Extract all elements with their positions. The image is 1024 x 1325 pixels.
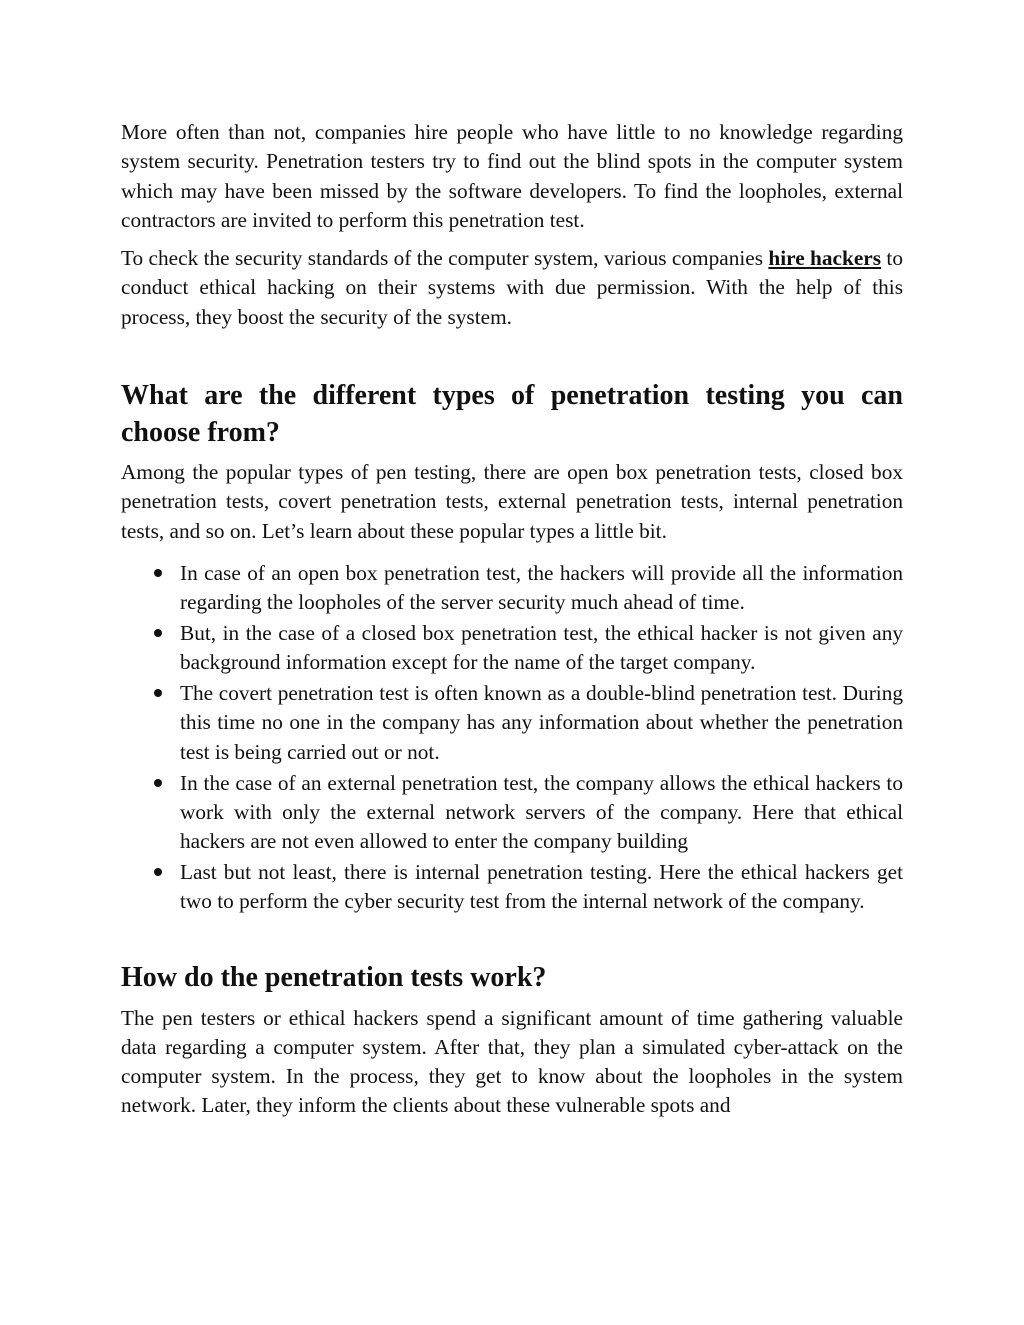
intro-paragraph-1: More often than not, companies hire people who have little to no knowledge regarding system security. Penetration testers try to find out the blind spots in the computer system which may have been missed by the software developers. To find the loopholes, external contractors are invited to perform this penetration test. xyxy=(121,120,903,232)
document-page xyxy=(121,118,903,1121)
intro-paragraph-2-end: to conduct ethical hacking on their systems with due permission. With the help of this process, they boost the security of the system. xyxy=(121,246,903,329)
bullet-icon xyxy=(154,629,162,637)
types-heading: What are the different types of penetration testing you can choose from? xyxy=(121,380,903,449)
intro-paragraph-2-start: To check the security standards of the computer system, various companies xyxy=(121,246,769,271)
list-item-text: The covert penetration test is often known as a double-blind penetration test. During this time no one in the company has any information about whether the penetration test is being carried out or not. xyxy=(180,681,903,764)
list-item-text: But, in the case of a closed box penetration test, the ethical hacker is not given any background information except for the name of the target company. xyxy=(180,621,903,675)
hire-hackers-link[interactable]: hire hackers xyxy=(768,246,882,271)
intro-paragraph-2 xyxy=(121,244,903,332)
work-paragraph: The pen testers or ethical hackers spend a significant amount of time gathering valuable data regarding a computer system. After that, they plan a simulated cyber-attack on the computer system. In the process, they get to know about the loopholes in the system network. Later, they inform the clients about these vulnerable spots and xyxy=(121,1005,903,1118)
work-heading: How do the penetration tests work? xyxy=(121,961,547,993)
bullet-icon xyxy=(154,779,162,787)
list-item xyxy=(121,679,903,767)
bullet-icon xyxy=(154,689,162,697)
bullet-icon xyxy=(154,569,162,577)
bullet-icon xyxy=(154,868,162,876)
list-item-text: Last but not least, there is internal penetration testing. Here the ethical hackers get two to perform the cyber security test from the internal network of the company. xyxy=(180,859,903,914)
list-item-text: In the case of an external penetration test, the company allows the ethical hackers to work with only the external network servers of the company. Here that ethical hackers are not even allowed to enter the company building xyxy=(180,770,903,854)
types-paragraph: Among the popular types of pen testing, there are open box penetration tests, closed box penetration tests, covert penetration tests, external penetration tests, internal penetration tests, and so on. Let’s learn about these popular types a little bit. xyxy=(121,460,903,543)
list-item xyxy=(121,769,903,857)
list-item xyxy=(121,559,903,618)
types-bullet-list xyxy=(121,559,903,917)
list-item xyxy=(121,858,903,917)
list-item-text: In case of an open box penetration test, the hackers will provide all the information regarding the loopholes of the server security much ahead of time. xyxy=(180,560,903,615)
list-item xyxy=(121,619,903,678)
